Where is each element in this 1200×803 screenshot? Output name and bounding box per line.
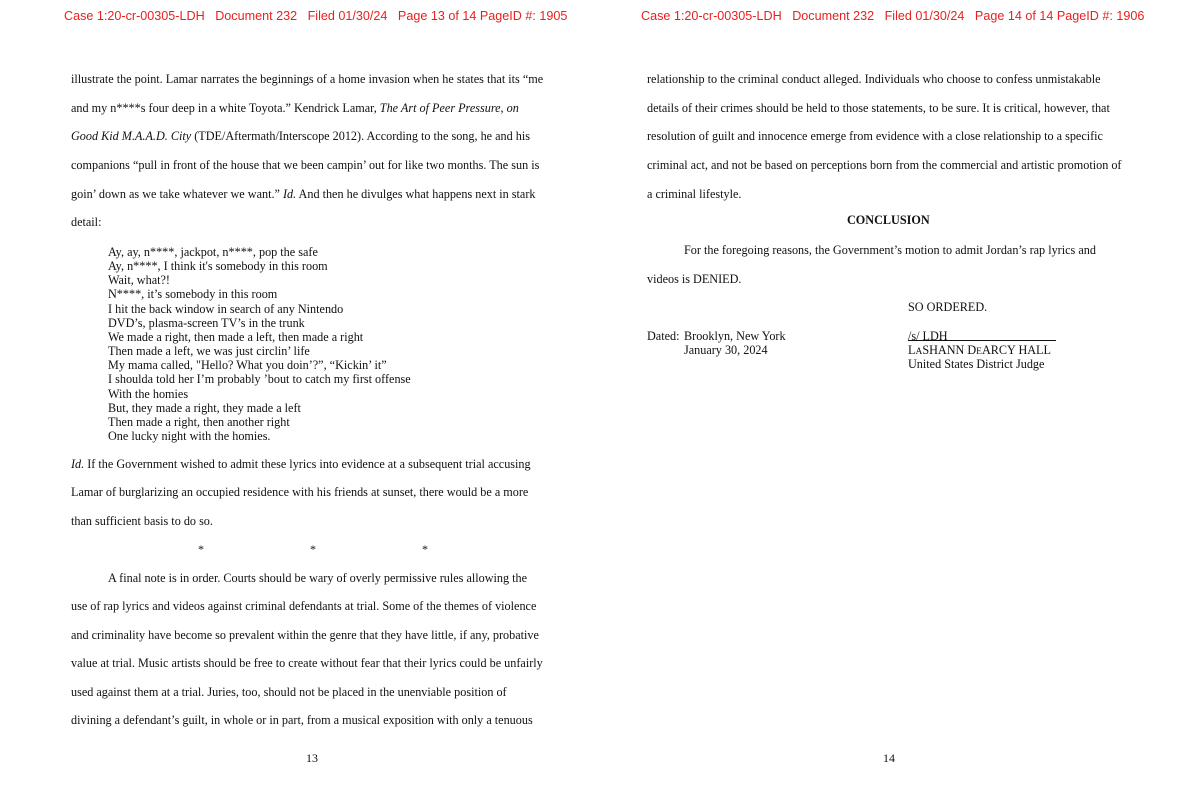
judge-title: United States District Judge <box>908 357 1045 371</box>
lyric-line: With the homies <box>108 387 189 401</box>
text-line: details of their crimes should be held to those statements, to be sure. It is critical, however, that <box>647 101 1110 115</box>
text-line: relationship to the criminal conduct alleged. Individuals who choose to confess unmistakable <box>647 72 1101 86</box>
text-line: and my n****s four deep in a white Toyota.” Kendrick Lamar, The Art of Peer Pressure, on <box>71 101 519 115</box>
text-line: use of rap lyrics and videos against criminal defendants at trial. Some of the themes of violence <box>71 599 537 613</box>
conclusion-heading: CONCLUSION <box>847 213 930 227</box>
lyric-line: Wait, what?! <box>108 273 170 287</box>
text-line: a criminal lifestyle. <box>647 187 742 201</box>
lyric-line: I hit the back window in search of any Nintendo <box>108 302 344 316</box>
text-line: used against them at a trial. Juries, too, should not be placed in the unenviable position of <box>71 685 507 699</box>
lyric-line: I shoulda told her I’m probably ’bout to catch my first offense <box>108 372 411 386</box>
section-break-star: * <box>422 542 428 556</box>
text-line: videos is DENIED. <box>647 272 742 286</box>
case-header: Case 1:20-cr-00305-LDH Document 232 Filed 01/30/24 Page 14 of 14 PageID #: 1906 <box>641 9 1145 23</box>
page-number: 14 <box>883 751 895 765</box>
text-line: goin’ down as we take whatever we want.” Id. And then he divulges what happens next in stark <box>71 187 536 201</box>
signature-line <box>908 340 1056 341</box>
page-14 <box>600 0 1200 803</box>
text-line: For the foregoing reasons, the Government’s motion to admit Jordan’s rap lyrics and <box>684 243 1096 257</box>
lyric-line: My mama called, "Hello? What you doin’?”, “Kickin’ it” <box>108 358 387 372</box>
text-line: and criminality have become so prevalent within the genre that they have little, if any, probative <box>71 628 539 642</box>
dated-date: January 30, 2024 <box>684 343 768 357</box>
lyric-line: Then made a right, then another right <box>108 415 290 429</box>
lyric-line: We made a right, then made a left, then made a right <box>108 330 364 344</box>
section-break-star: * <box>198 542 204 556</box>
text-line: than sufficient basis to do so. <box>71 514 213 528</box>
text-line: illustrate the point. Lamar narrates the beginnings of a home invasion when he states that its “me <box>71 72 544 86</box>
lyric-line: Ay, ay, n****, jackpot, n****, pop the safe <box>108 245 318 259</box>
text-line: companions “pull in front of the house that we been campin’ out for like two months. The sun is <box>71 158 540 172</box>
dated-place: Brooklyn, New York <box>684 329 786 343</box>
text-line: detail: <box>71 215 102 229</box>
section-break-star: * <box>310 542 316 556</box>
page-number: 13 <box>306 751 318 765</box>
dated-label: Dated: <box>647 329 680 343</box>
text-line: Lamar of burglarizing an occupied residence with his friends at sunset, there would be a more <box>71 485 529 499</box>
lyric-line: N****, it’s somebody in this room <box>108 287 278 301</box>
text-line: Good Kid M.A.A.D. City (TDE/Aftermath/Interscope 2012). According to the song, he and his <box>71 129 530 143</box>
lyric-line: Ay, n****, I think it's somebody in this room <box>108 259 328 273</box>
text-line: resolution of guilt and innocence emerge from evidence with a close relationship to a specific <box>647 129 1103 143</box>
lyric-line: One lucky night with the homies. <box>108 429 271 443</box>
lyric-line: Then made a left, we was just circlin’ life <box>108 344 310 358</box>
text-line: Id. If the Government wished to admit these lyrics into evidence at a subsequent trial accusing <box>71 457 531 471</box>
judge-name: LASHANN DEARCY HALL <box>908 343 1051 357</box>
text-line: criminal act, and not be based on perceptions born from the commercial and artistic promotion of <box>647 158 1122 172</box>
text-line: A final note is in order. Courts should be wary of overly permissive rules allowing the <box>108 571 528 585</box>
lyric-line: But, they made a right, they made a left <box>108 401 301 415</box>
text-line: divining a defendant’s guilt, in whole or in part, from a musical exposition with only a tenuous <box>71 713 533 727</box>
case-header: Case 1:20-cr-00305-LDH Document 232 Filed 01/30/24 Page 13 of 14 PageID #: 1905 <box>64 9 568 23</box>
so-ordered: SO ORDERED. <box>908 300 988 314</box>
lyric-line: DVD’s, plasma-screen TV’s in the trunk <box>108 316 305 330</box>
signature: /s/ LDH <box>908 329 948 343</box>
text-line: value at trial. Music artists should be free to create without fear that their lyrics could be unfairly <box>71 656 543 670</box>
